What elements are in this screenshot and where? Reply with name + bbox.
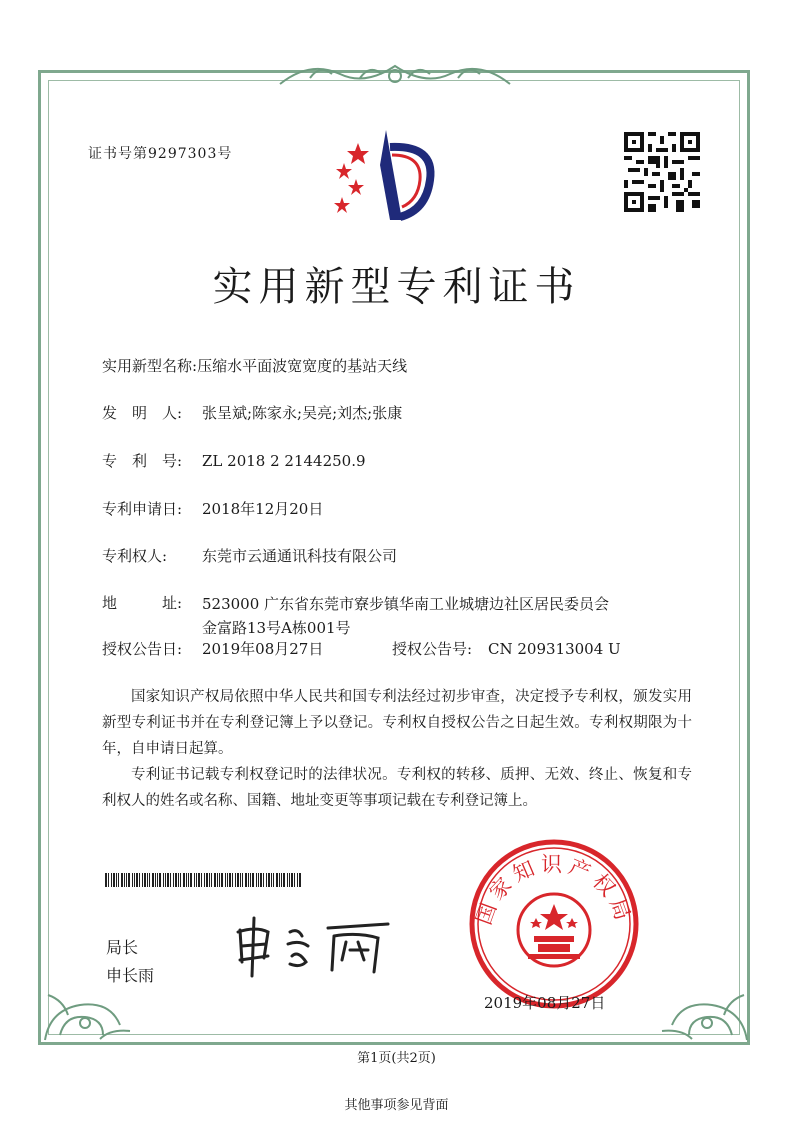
address-row bbox=[102, 592, 612, 640]
inventor-label: 发 明 人: bbox=[102, 404, 183, 422]
application-date-row bbox=[102, 498, 323, 519]
body-paragraph-1: 国家知识产权局依照中华人民共和国专利法经过初步审查，决定授予专利权，颁发实用新型专利证书并在专利登记簿上予以登记。专利权自授权公告之日起生效。专利权期限为十年，自申请日起算。 bbox=[102, 689, 692, 757]
patent-office-logo-icon bbox=[330, 125, 440, 230]
seal-text: 国家知识产权局 bbox=[471, 852, 637, 928]
seal-date: 2019年08月27日 bbox=[484, 994, 606, 1012]
address-value: 523000 广东省东莞市寮步镇华南工业城塘边社区居民委员会金富路13号A栋001号 bbox=[202, 595, 610, 637]
certificate-title: 实用新型专利证书 bbox=[212, 264, 581, 310]
patentee-label: 专利权人: bbox=[102, 547, 168, 565]
inventor-value: 张呈斌;陈家永;吴亮;刘杰;张康 bbox=[202, 404, 403, 422]
utility-model-name-label: 实用新型名称: bbox=[102, 357, 198, 375]
director-title: 局长 bbox=[106, 938, 139, 957]
page-number: 第1页(共2页) bbox=[357, 1051, 436, 1066]
inventor-row bbox=[102, 402, 402, 423]
grant-date-value: 2019年08月27日 bbox=[202, 640, 324, 658]
official-seal-icon bbox=[468, 838, 640, 1010]
qr-code-icon bbox=[624, 132, 700, 212]
footer-note: 其他事项参见背面 bbox=[344, 1098, 449, 1113]
grant-date-row bbox=[102, 638, 621, 659]
bottom-right-ornament-icon bbox=[642, 975, 752, 1045]
address-label: 地 址: bbox=[102, 594, 183, 612]
grant-number-label: 授权公告号: bbox=[392, 640, 473, 658]
director-name: 申长雨 bbox=[106, 966, 155, 985]
utility-model-name-value: 压缩水平面波宽宽度的基站天线 bbox=[197, 357, 408, 375]
utility-model-name-row bbox=[102, 355, 407, 376]
barcode-icon bbox=[105, 873, 303, 887]
patentee-value: 东莞市云通通讯科技有限公司 bbox=[202, 547, 398, 565]
certificate-number: 证书号第9297303号 bbox=[88, 146, 233, 162]
patent-number-label: 专 利 号: bbox=[102, 452, 183, 470]
application-date-value: 2018年12月20日 bbox=[202, 500, 324, 518]
grant-date-label: 授权公告日: bbox=[102, 640, 183, 658]
top-ornament-icon bbox=[270, 56, 520, 92]
body-paragraph-2: 专利证书记载专利权登记时的法律状况。专利权的转移、质押、无效、终止、恢复和专利权人的姓名或名称、国籍、地址变更等事项记载在专利登记簿上。 bbox=[102, 767, 692, 809]
director-signature-icon bbox=[228, 910, 398, 980]
patent-number-row bbox=[102, 450, 366, 471]
patent-number-value: ZL 2018 2 2144250.9 bbox=[202, 452, 366, 470]
grant-number-value: CN 209313004 U bbox=[488, 640, 621, 658]
application-date-label: 专利申请日: bbox=[102, 500, 183, 518]
patentee-row bbox=[102, 545, 397, 566]
